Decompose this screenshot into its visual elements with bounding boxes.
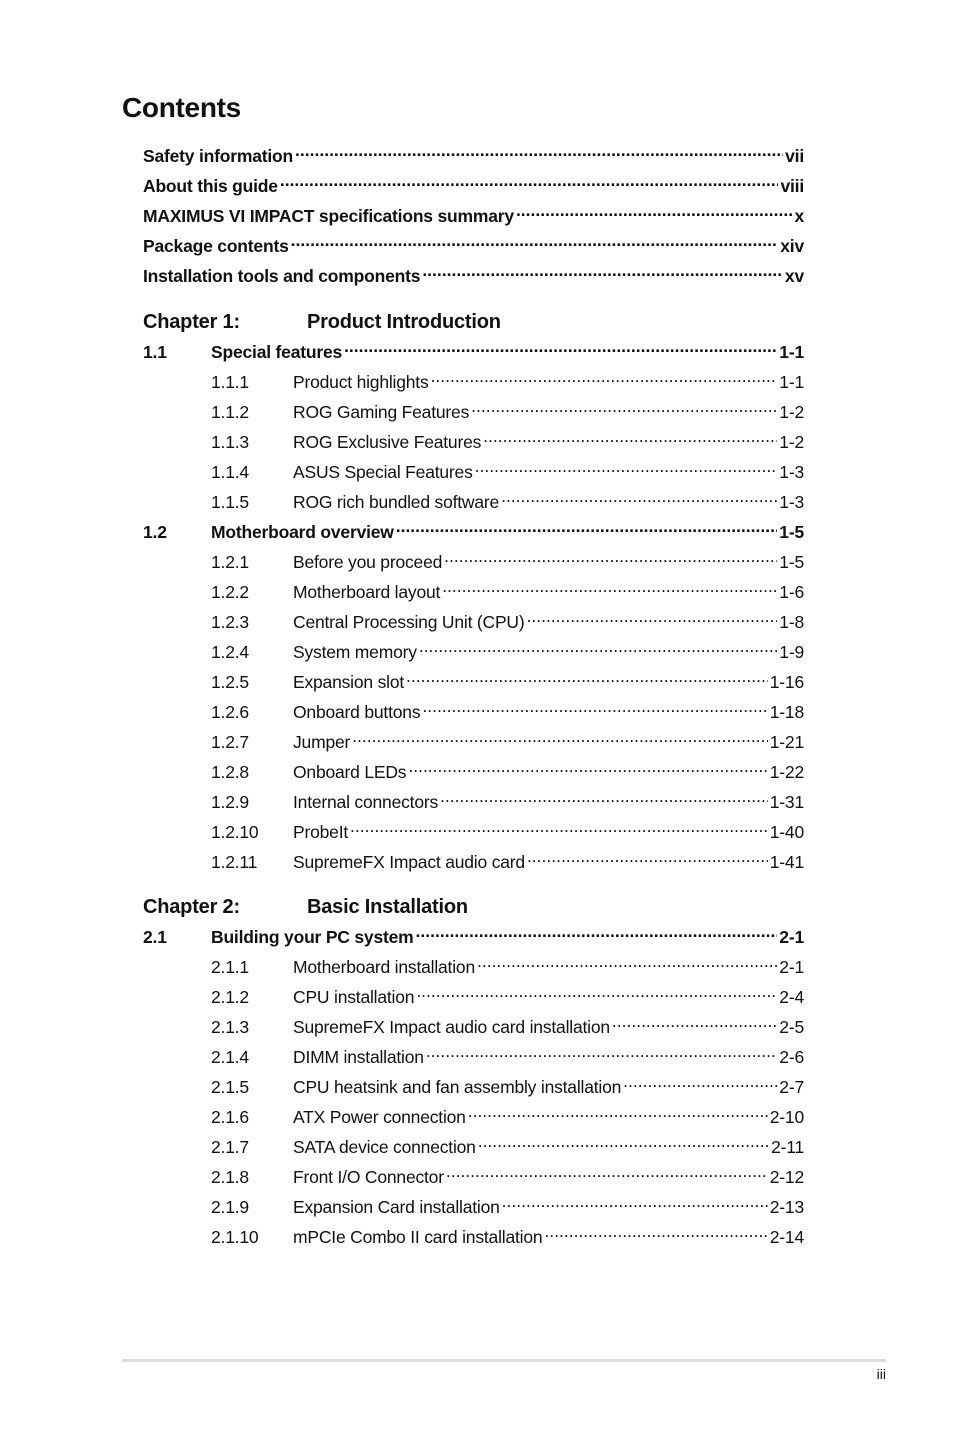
toc-entry-page: viii <box>780 176 804 196</box>
subsection-title: Expansion Card installation <box>293 1197 500 1217</box>
subsection-title: ROG Gaming Features <box>293 402 470 422</box>
dot-leader <box>527 851 768 869</box>
toc-entry-title: Installation tools and components <box>143 266 421 286</box>
dot-leader <box>422 701 767 719</box>
subsection-page: 2-1 <box>779 957 804 977</box>
toc-subsection[interactable] <box>143 487 804 517</box>
toc-subsection[interactable] <box>143 697 804 727</box>
dot-leader <box>408 761 767 779</box>
subsection-title: ATX Power connection <box>293 1107 466 1127</box>
footer-page-number: iii <box>876 1366 886 1382</box>
toc-subsection[interactable] <box>143 787 804 817</box>
toc-subsection[interactable] <box>143 1012 804 1042</box>
dot-leader <box>350 821 768 839</box>
subsection-number: 2.1.2 <box>211 987 249 1007</box>
page-title: Contents <box>122 92 241 123</box>
subsection-title: Motherboard installation <box>293 957 475 977</box>
dot-leader <box>422 265 783 283</box>
subsection-page: 2-5 <box>779 1017 804 1037</box>
dot-leader <box>527 611 778 629</box>
subsection-number: 1.2.1 <box>211 552 249 572</box>
subsection-title: ProbeIt <box>293 822 349 842</box>
dot-leader <box>623 1076 777 1094</box>
toc-entry-page: xiv <box>780 236 804 256</box>
subsection-number: 1.2.2 <box>211 582 249 602</box>
dot-leader <box>478 1136 769 1154</box>
toc-subsection[interactable] <box>143 757 804 787</box>
dot-leader <box>446 1166 768 1184</box>
dot-leader <box>416 926 778 944</box>
toc-subsection[interactable] <box>143 1162 804 1192</box>
dot-leader <box>295 145 783 163</box>
chapter-heading[interactable] <box>143 307 804 337</box>
subsection-title: Expansion slot <box>293 672 405 692</box>
subsection-title: Front I/O Connector <box>293 1167 444 1187</box>
toc-subsection[interactable] <box>143 982 804 1012</box>
dot-leader <box>516 205 793 223</box>
subsection-title: mPCIe Combo II card installation <box>293 1227 543 1247</box>
toc-subsection[interactable] <box>143 817 804 847</box>
subsection-number: 2.1.6 <box>211 1107 249 1127</box>
subsection-page: 2-4 <box>779 987 804 1007</box>
toc-subsection[interactable] <box>143 847 804 877</box>
dot-leader <box>440 791 768 809</box>
subsection-number: 1.2.9 <box>211 792 249 812</box>
section-title: Building your PC system <box>211 927 414 947</box>
toc-entry[interactable] <box>143 201 804 231</box>
chapter-name: Product Introduction <box>307 311 501 333</box>
subsection-title: ROG rich bundled software <box>293 492 500 512</box>
subsection-page: 1-1 <box>779 372 804 392</box>
dot-leader <box>544 1226 767 1244</box>
toc-entry[interactable] <box>143 231 804 261</box>
subsection-title: System memory <box>293 642 417 662</box>
subsection-page: 1-8 <box>779 612 804 632</box>
subsection-page: 1-40 <box>769 822 804 842</box>
dot-leader <box>406 671 768 689</box>
toc-subsection[interactable] <box>143 727 804 757</box>
toc-subsection[interactable] <box>143 1132 804 1162</box>
subsection-number: 2.1.7 <box>211 1137 249 1157</box>
subsection-number: 1.2.10 <box>211 822 259 842</box>
subsection-number: 1.2.6 <box>211 702 249 722</box>
subsection-number: 1.2.8 <box>211 762 249 782</box>
toc-subsection[interactable] <box>143 1222 804 1252</box>
subsection-page: 2-6 <box>779 1047 804 1067</box>
dot-leader <box>475 461 778 479</box>
subsection-number: 1.1.1 <box>211 372 249 392</box>
toc-section[interactable] <box>143 517 804 547</box>
dot-leader <box>419 641 777 659</box>
subsection-title: ASUS Special Features <box>293 462 473 482</box>
dot-leader <box>501 491 777 509</box>
subsection-title: Motherboard layout <box>293 582 441 602</box>
subsection-page: 1-16 <box>769 672 804 692</box>
subsection-page: 1-9 <box>779 642 804 662</box>
subsection-page: 2-14 <box>769 1227 804 1247</box>
section-title: Motherboard overview <box>211 522 394 542</box>
toc-entry-page: xv <box>784 266 804 286</box>
toc-subsection[interactable] <box>143 577 804 607</box>
toc-entry[interactable] <box>143 171 804 201</box>
dot-leader <box>291 235 779 253</box>
dot-leader <box>444 551 777 569</box>
front-matter-list <box>143 141 804 291</box>
subsection-page: 2-11 <box>771 1137 804 1157</box>
dot-leader <box>280 175 779 193</box>
subsection-page: 1-31 <box>769 792 804 812</box>
dot-leader <box>396 521 778 539</box>
subsection-number: 2.1.1 <box>211 957 249 977</box>
toc-entry-title: MAXIMUS VI IMPACT specifications summary <box>143 206 514 226</box>
subsection-page: 2-13 <box>769 1197 804 1217</box>
toc-subsection[interactable] <box>143 1192 804 1222</box>
subsection-page: 1-21 <box>769 732 804 752</box>
subsection-number: 2.1.4 <box>211 1047 249 1067</box>
toc-section[interactable] <box>143 922 804 952</box>
subsection-number: 1.2.4 <box>211 642 249 662</box>
toc-subsection[interactable] <box>143 427 804 457</box>
section-page: 2-1 <box>779 927 804 947</box>
subsection-number: 1.2.3 <box>211 612 249 632</box>
subsection-number: 2.1.10 <box>211 1227 259 1247</box>
subsection-number: 1.1.5 <box>211 492 249 512</box>
subsection-page: 1-2 <box>779 432 804 452</box>
toc-subsection[interactable] <box>143 397 804 427</box>
subsection-title: Internal connectors <box>293 792 439 812</box>
subsection-title: Product highlights <box>293 372 429 392</box>
toc-entry[interactable] <box>143 261 804 291</box>
toc-subsection[interactable] <box>143 667 804 697</box>
toc-entry-page: x <box>794 206 804 226</box>
subsection-page: 2-7 <box>779 1077 804 1097</box>
subsection-page: 2-12 <box>769 1167 804 1187</box>
subsection-number: 1.2.7 <box>211 732 249 752</box>
toc-subsection[interactable] <box>143 1042 804 1072</box>
subsection-number: 2.1.9 <box>211 1197 249 1217</box>
chapter-label: Chapter 1: <box>143 311 240 333</box>
section-title: Special features <box>211 342 343 362</box>
dot-leader <box>416 986 777 1004</box>
toc-section[interactable] <box>143 337 804 367</box>
dot-leader <box>344 341 777 359</box>
toc-subsection[interactable] <box>143 367 804 397</box>
subsection-title: CPU heatsink and fan assembly installation <box>293 1077 622 1097</box>
dot-leader <box>502 1196 768 1214</box>
section-number: 1.2 <box>143 522 167 542</box>
dot-leader <box>483 431 777 449</box>
subsection-title: Central Processing Unit (CPU) <box>293 612 525 632</box>
subsection-number: 2.1.8 <box>211 1167 249 1187</box>
toc-entry-title: Safety information <box>143 146 294 166</box>
dot-leader <box>426 1046 777 1064</box>
dot-leader <box>471 401 777 419</box>
subsection-number: 2.1.3 <box>211 1017 249 1037</box>
footer-divider <box>122 1359 886 1362</box>
subsection-number: 1.2.5 <box>211 672 249 692</box>
subsection-title: SupremeFX Impact audio card installation <box>293 1017 610 1037</box>
toc-subsection[interactable] <box>143 457 804 487</box>
chapter-1 <box>143 307 804 877</box>
subsection-title: SATA device connection <box>293 1137 476 1157</box>
subsection-page: 1-3 <box>779 462 804 482</box>
dot-leader <box>468 1106 768 1124</box>
toc-entry-title: About this guide <box>143 176 278 196</box>
section-number: 2.1 <box>143 927 167 947</box>
subsection-number: 1.1.2 <box>211 402 249 422</box>
subsection-page: 1-18 <box>769 702 804 722</box>
chapter-name: Basic Installation <box>307 896 468 918</box>
subsection-page: 1-2 <box>779 402 804 422</box>
toc-entry-title: Package contents <box>143 236 289 256</box>
chapter-2 <box>143 892 804 1252</box>
section-number: 1.1 <box>143 342 167 362</box>
subsection-title: ROG Exclusive Features <box>293 432 482 452</box>
toc-subsection[interactable] <box>143 1072 804 1102</box>
toc-subsection[interactable] <box>143 547 804 577</box>
toc-subsection[interactable] <box>143 952 804 982</box>
toc-subsection[interactable] <box>143 1102 804 1132</box>
dot-leader <box>431 371 778 389</box>
subsection-number: 1.2.11 <box>211 852 258 872</box>
chapter-label: Chapter 2: <box>143 896 240 918</box>
chapter-heading[interactable] <box>143 892 804 922</box>
subsection-title: CPU installation <box>293 987 415 1007</box>
section-page: 1-1 <box>779 342 804 362</box>
subsection-title: SupremeFX Impact audio card <box>293 852 525 872</box>
subsection-page: 1-22 <box>769 762 804 782</box>
subsection-page: 1-41 <box>769 852 804 872</box>
dot-leader <box>612 1016 777 1034</box>
subsection-page: 1-6 <box>779 582 804 602</box>
subsection-title: Jumper <box>293 732 351 752</box>
section-page: 1-5 <box>779 522 804 542</box>
toc-entry[interactable] <box>143 141 804 171</box>
subsection-title: Before you proceed <box>293 552 443 572</box>
subsection-title: Onboard LEDs <box>293 762 407 782</box>
subsection-title: DIMM installation <box>293 1047 424 1067</box>
subsection-number: 1.1.3 <box>211 432 249 452</box>
subsection-title: Onboard buttons <box>293 702 421 722</box>
subsection-number: 1.1.4 <box>211 462 249 482</box>
toc-subsection[interactable] <box>143 607 804 637</box>
toc-subsection[interactable] <box>143 637 804 667</box>
toc-entry-page: vii <box>785 146 804 166</box>
dot-leader <box>352 731 768 749</box>
subsection-page: 1-3 <box>779 492 804 512</box>
subsection-page: 1-5 <box>779 552 804 572</box>
dot-leader <box>477 956 777 974</box>
dot-leader <box>442 581 777 599</box>
subsection-number: 2.1.5 <box>211 1077 249 1097</box>
subsection-page: 2-10 <box>769 1107 804 1127</box>
